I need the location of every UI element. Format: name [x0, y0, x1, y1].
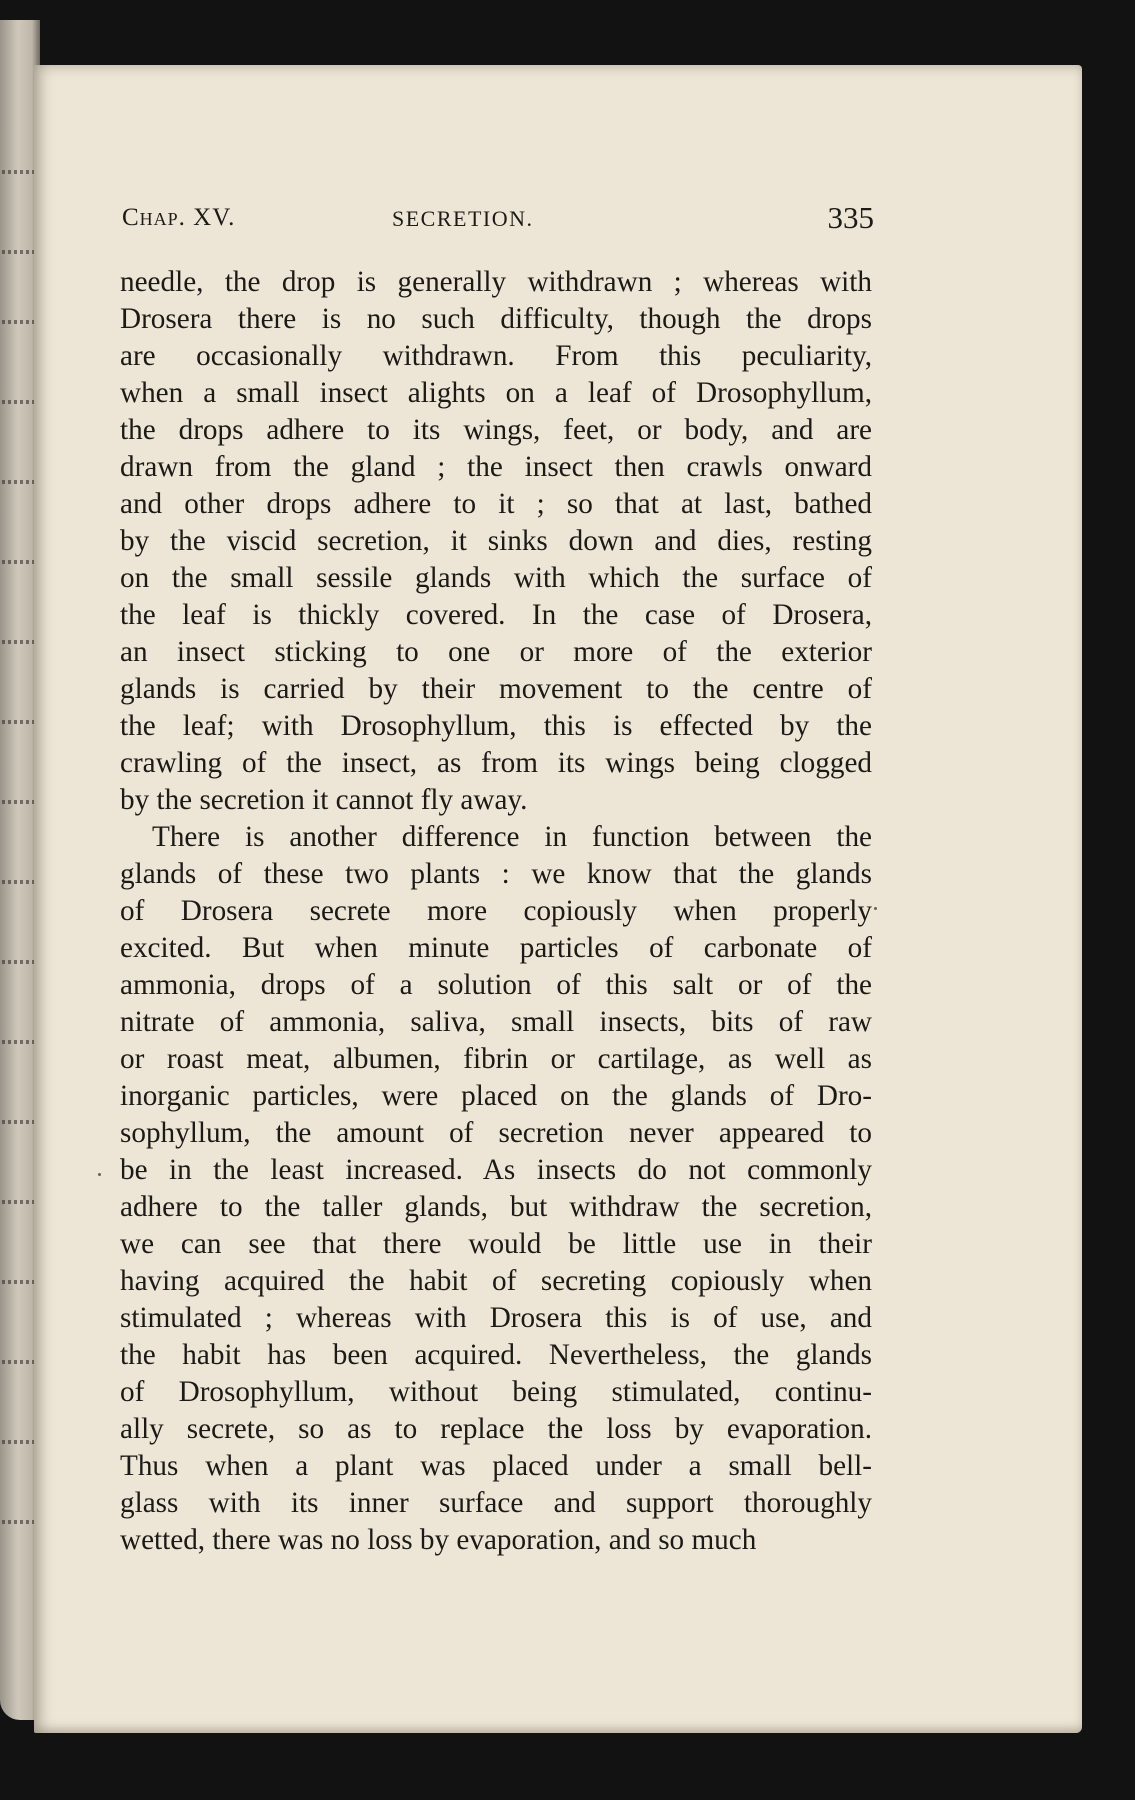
text-line: of Drosera secrete more copiously when properly: [120, 895, 872, 927]
show-through-mark: [2, 250, 34, 254]
text-line: are occasionally withdrawn. From this peculiarity,: [120, 340, 872, 372]
text-line: nitrate of ammonia, saliva, small insects, bits of raw: [120, 1006, 872, 1038]
show-through-mark: [2, 400, 34, 404]
text-line: the leaf is thickly covered. In the case of Drosera,: [120, 599, 872, 631]
chapter-label: Chap. XV.: [122, 204, 236, 231]
show-through-mark: [2, 1120, 34, 1124]
text-line: excited. But when minute particles of carbonate of: [120, 932, 872, 964]
text-line: sophyllum, the amount of secretion never appeared to: [120, 1117, 872, 1149]
show-through-mark: [2, 1280, 34, 1284]
page-number: 335: [827, 200, 874, 235]
show-through-mark: [2, 800, 34, 804]
text-line: and other drops adhere to it ; so that at last, bathed: [120, 488, 872, 520]
text-line: be in the least increased. As insects do not commonly: [120, 1154, 872, 1186]
text-line: stimulated ; whereas with Drosera this is of use, and: [120, 1302, 872, 1334]
show-through-mark: [2, 560, 34, 564]
text-line: Drosera there is no such difficulty, though the drops: [120, 303, 872, 335]
show-through-mark: [2, 320, 34, 324]
text-line: an insect sticking to one or more of the exterior: [120, 636, 872, 668]
text-line: adhere to the taller glands, but withdraw the secretion,: [120, 1191, 872, 1223]
show-through-mark: [2, 1040, 34, 1044]
show-through-mark: [2, 480, 34, 484]
running-head: [122, 202, 874, 242]
text-line: by the secretion it cannot fly away.: [120, 784, 528, 816]
text-line: ally secrete, so as to replace the loss by evaporation.: [120, 1413, 872, 1445]
show-through-mark: [2, 1440, 34, 1444]
text-line: ammonia, drops of a solution of this salt or of the: [120, 969, 872, 1001]
text-line: we can see that there would be little use in their: [120, 1228, 872, 1260]
text-line: the habit has been acquired. Nevertheless, the glands: [120, 1339, 872, 1371]
paper-speck: [874, 907, 877, 910]
text-line: needle, the drop is generally withdrawn ; whereas with: [120, 266, 872, 298]
text-line: glass with its inner surface and support thoroughly: [120, 1487, 872, 1519]
show-through-mark: [2, 880, 34, 884]
text-line: There is another difference in function between the: [152, 821, 872, 853]
text-line: by the viscid secretion, it sinks down and dies, resting: [120, 525, 872, 557]
body-text: [120, 264, 872, 1559]
show-through-mark: [2, 170, 34, 174]
section-title: SECRETION.: [392, 206, 534, 231]
text-line: when a small insect alights on a leaf of Drosophyllum,: [120, 377, 872, 409]
text-line: inorganic particles, were placed on the glands of Dro-: [120, 1080, 872, 1112]
text-line: the drops adhere to its wings, feet, or body, and are: [120, 414, 872, 446]
text-line: or roast meat, albumen, fibrin or cartilage, as well as: [120, 1043, 872, 1075]
show-through-mark: [2, 1360, 34, 1364]
text-line: drawn from the gland ; the insect then crawls onward: [120, 451, 872, 483]
text-line: glands is carried by their movement to the centre of: [120, 673, 872, 705]
text-line: glands of these two plants : we know that the glands: [120, 858, 872, 890]
show-through-mark: [2, 1520, 34, 1524]
paper-speck: [98, 1173, 101, 1176]
show-through-mark: [2, 640, 34, 644]
text-line: of Drosophyllum, without being stimulated, continu-: [120, 1376, 872, 1408]
show-through-mark: [2, 720, 34, 724]
show-through-mark: [2, 1200, 34, 1204]
text-line: on the small sessile glands with which the surface of: [120, 562, 872, 594]
text-line: wetted, there was no loss by evaporation, and so much: [120, 1524, 757, 1556]
text-line: Thus when a plant was placed under a small bell-: [120, 1450, 872, 1482]
show-through-mark: [2, 960, 34, 964]
text-line: having acquired the habit of secreting copiously when: [120, 1265, 872, 1297]
text-line: crawling of the insect, as from its wings being clogged: [120, 747, 872, 779]
text-line: the leaf; with Drosophyllum, this is effected by the: [120, 710, 872, 742]
